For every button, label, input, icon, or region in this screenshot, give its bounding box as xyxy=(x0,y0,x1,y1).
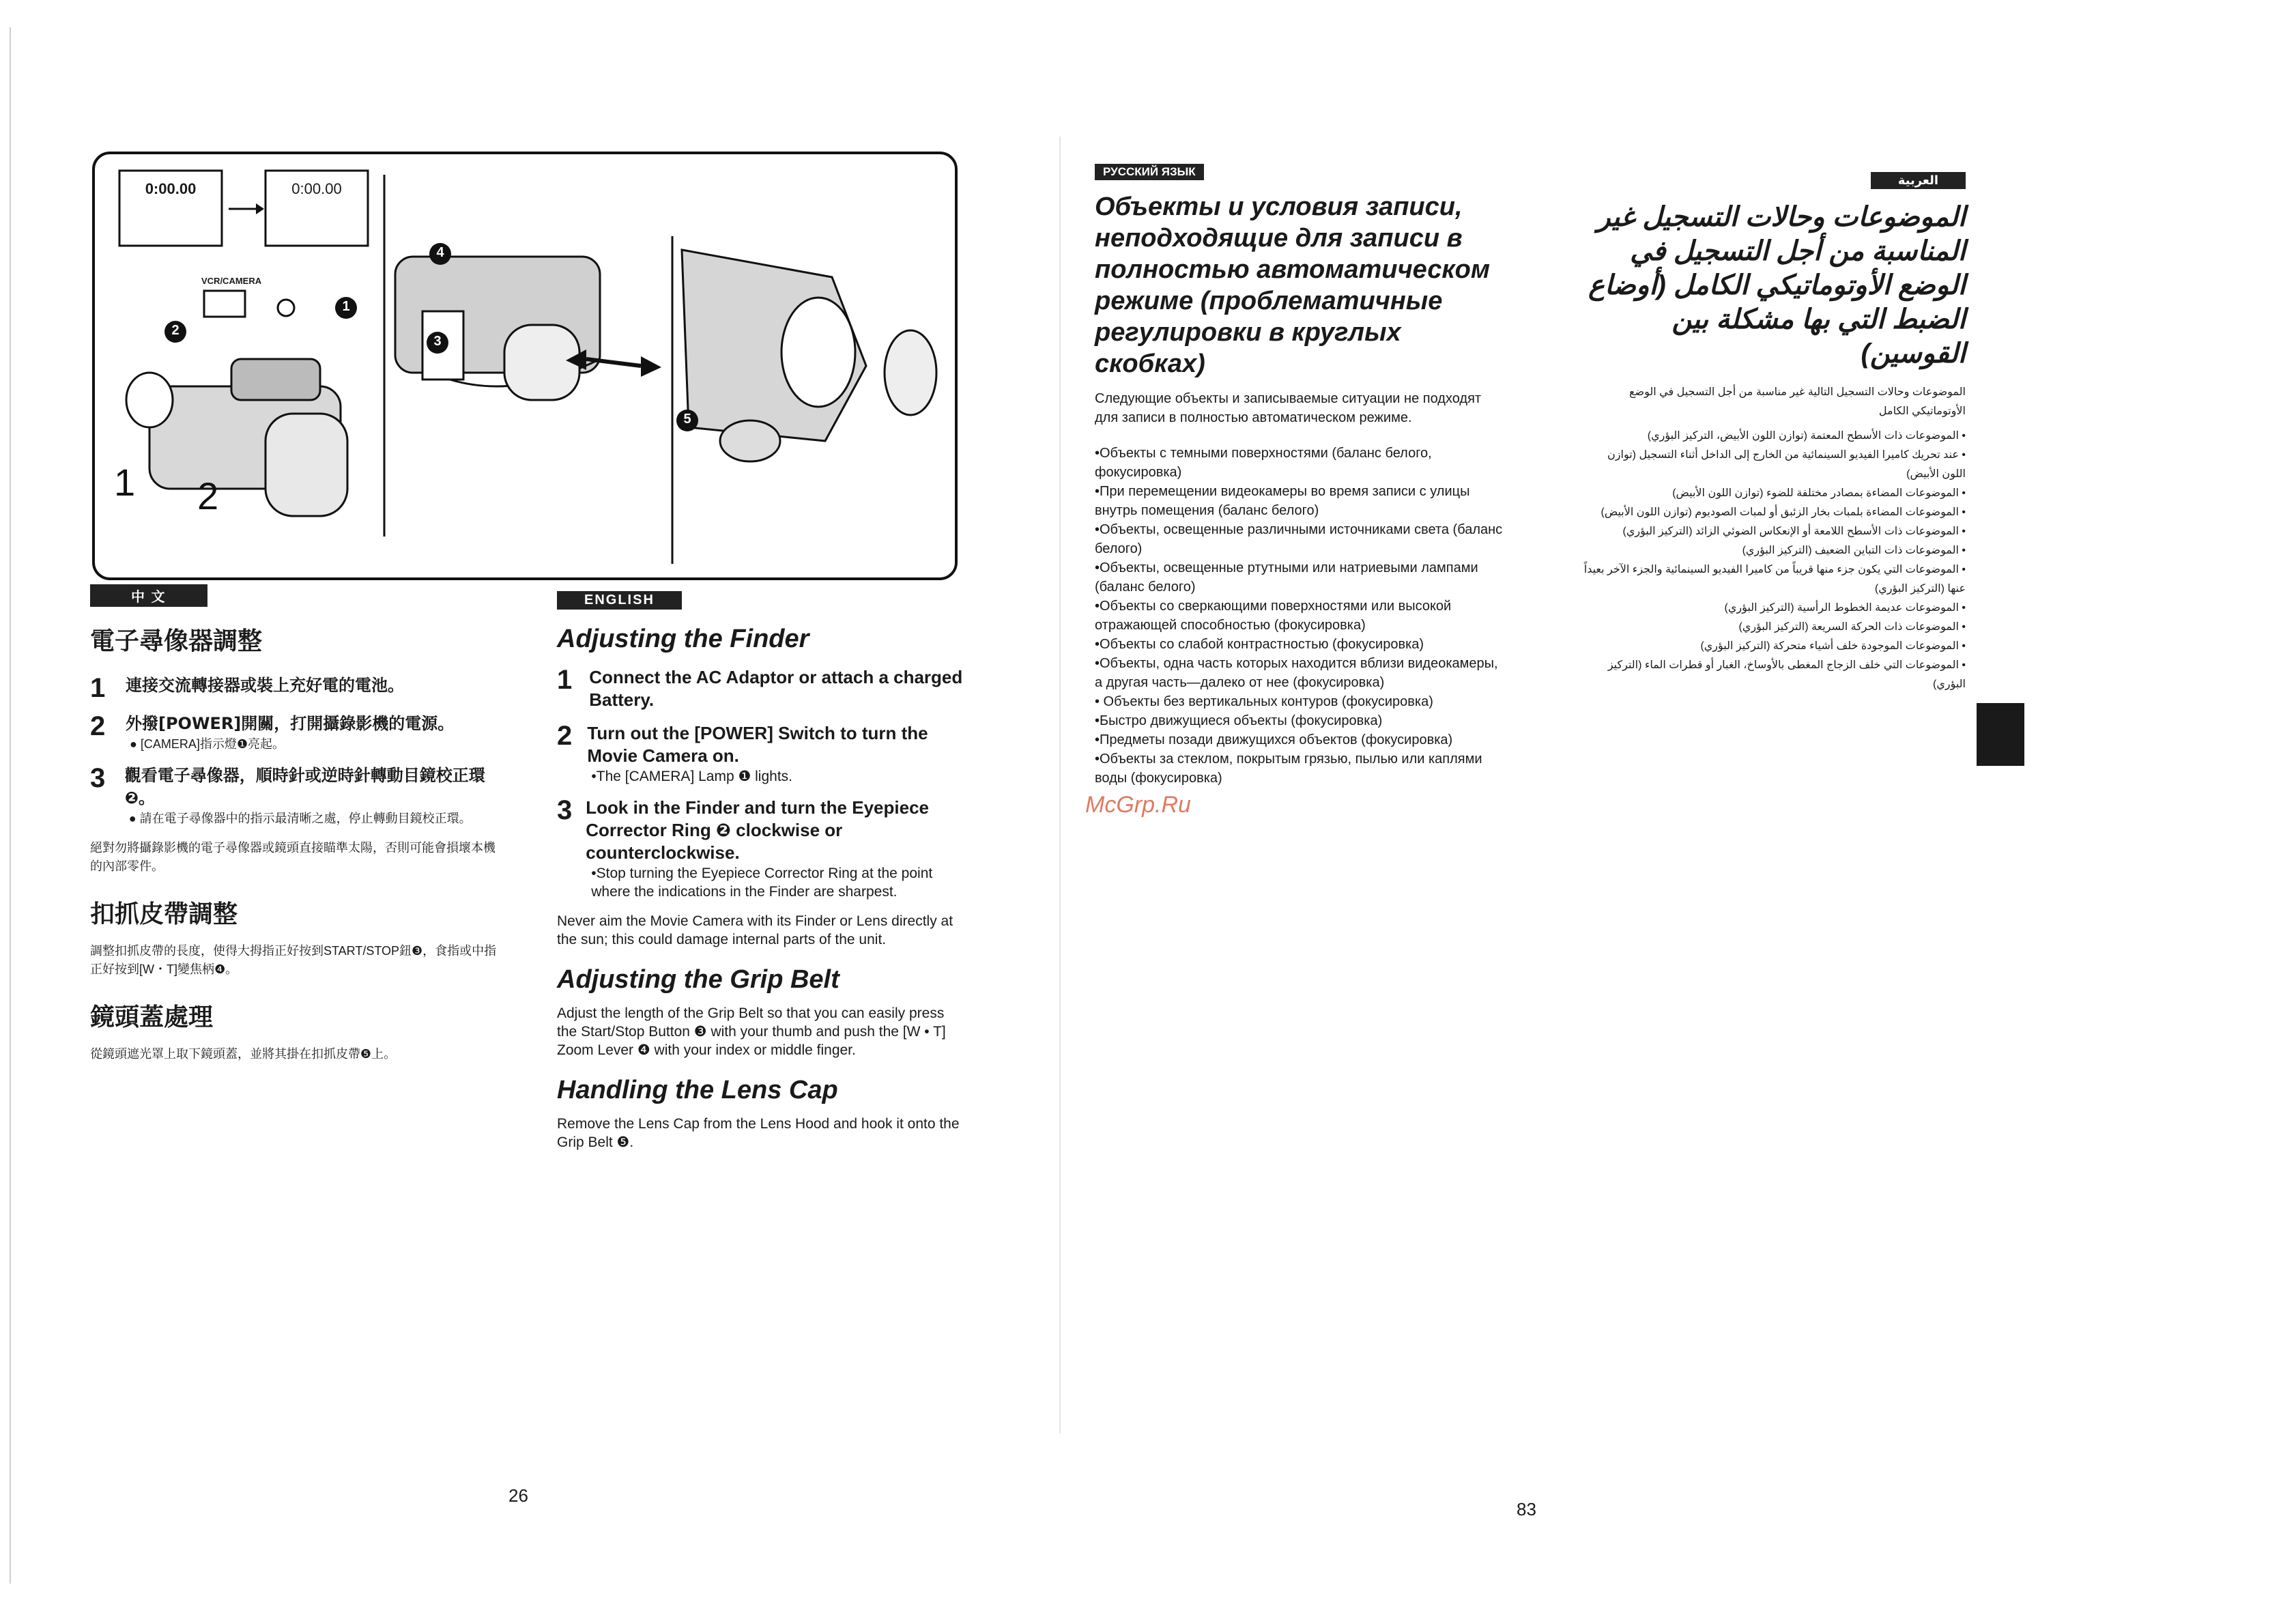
russian-list-item: •Быстро движущиеся объекты (фокусировка) xyxy=(1095,713,1383,728)
watermark: McGrp.Ru xyxy=(1085,792,1191,818)
arabic-column xyxy=(1583,172,1966,694)
russian-list-item: •Объекты за стеклом, покрытым грязью, пылью или каплями воды (фокусировка) xyxy=(1095,752,1482,786)
page-number-left: 26 xyxy=(508,1485,528,1506)
arabic-title: الموضوعات وحالات التسجيل غير المناسبة من أجل التسجيل في الوضع الأوتوماتيكي الكامل (أوضاع الضبط التي بها مشكلة بين القوسين) xyxy=(1588,202,1966,369)
english-heading-finder: Adjusting the Finder xyxy=(557,625,809,653)
chinese-tag: 中 文 xyxy=(90,584,207,607)
illustration-panel xyxy=(92,152,958,580)
russian-list-item: •При перемещении видеокамеры во время записи с улицы внутрь помещения (баланс белого) xyxy=(1095,484,1470,518)
lens-cap-icon xyxy=(682,250,936,461)
russian-intro: Следующие объекты и записываемые ситуации не подходят для записи в полностью автоматическом режиме. xyxy=(1095,391,1482,425)
arabic-list-item: • عند تحريك كاميرا الفيديو السينمائية من الخارج إلى الداخل أثناء التسجيل (توازن اللون الأبيض) xyxy=(1607,449,1966,480)
svg-text:2: 2 xyxy=(197,474,219,517)
chinese-warning: 絕對勿將攝錄影機的電子尋像器或鏡頭直接瞄準太陽，否則可能會損壞本機的內部零件。 xyxy=(90,841,496,873)
arabic-list xyxy=(1583,427,1966,694)
switch-icon xyxy=(204,291,245,317)
callout-3: 3 xyxy=(433,334,442,349)
english-warning: Never aim the Movie Camera with its Finder or Lens directly at the sun; this could damage internal parts of the unit. xyxy=(557,913,953,947)
chinese-grip-text: 調整扣抓皮帶的長度，使得大拇指正好按到START/STOP鈕❸，食指或中指正好按到[W・T]變焦柄❹。 xyxy=(90,944,497,976)
arabic-intro: الموضوعات وحالات التسجيل التالية غير مناسبة من أجل التسجيل في الوضع الأوتوماتيكي الكامل xyxy=(1629,386,1966,417)
english-tag: ENGLISH xyxy=(557,591,682,610)
russian-list-item: • Объекты без вертикальных контуров (фокусировка) xyxy=(1095,694,1433,709)
arabic-list-item: • الموضوعات ذات التباين الضعيف (التركيز البؤري) xyxy=(1742,545,1966,556)
english-heading-grip: Adjusting the Grip Belt xyxy=(557,965,840,994)
arabic-list-item: • الموضوعات الموجودة خلف أشياء متحركة (التركيز البؤري) xyxy=(1700,640,1966,652)
english-grip-text: Adjust the length of the Grip Belt so that you can easily press the Start/Stop Button ❸ with your thumb and push the [W • T] Zoom Lever ❹ with your index or middle finger. xyxy=(557,1005,946,1058)
arabic-tag: العربية xyxy=(1871,172,1966,189)
arabic-list-item: • الموضوعات ذات الحركة السريعة (التركيز البؤري) xyxy=(1738,621,1966,633)
russian-tag: РУССКИЙ ЯЗЫК xyxy=(1095,164,1204,180)
lamp-icon xyxy=(278,300,294,316)
russian-list xyxy=(1095,444,1504,788)
english-step: 1 Connect the AC Adaptor or attach a charged Battery. xyxy=(557,665,963,710)
arabic-list-item: • الموضوعات ذات الأسطح اللامعة أو الإنعكاس الضوئي الزائد (التركيز البؤري) xyxy=(1622,526,1966,537)
russian-list-item: •Объекты с темными поверхностями (баланс белого, фокусировка) xyxy=(1095,446,1432,480)
arabic-list-item: • الموضوعات المضاءة بلمبات بخار الزئبق أو لمبات الصوديوم (توازن اللون الأبيض) xyxy=(1601,506,1966,518)
russian-list-item: •Объекты, одна часть которых находится вблизи видеокамеры, а другая часть—далеко от нее (фокусировка) xyxy=(1095,656,1498,690)
scan-edge-left xyxy=(10,27,11,1584)
english-cap-text: Remove the Lens Cap from the Lens Hood and hook it onto the Grip Belt ❺. xyxy=(557,1116,960,1150)
switch-label: VCR/CAMERA xyxy=(201,276,262,286)
russian-list-item: •Объекты со сверкающими поверхностями или высокой отражающей способностью (фокусировка) xyxy=(1095,599,1452,633)
scan-edge-middle xyxy=(1059,137,1061,1433)
chinese-step: 1 連接交流轉接器或裝上充好電的電池。 xyxy=(90,673,404,703)
chinese-cap-text: 從鏡頭遮光罩上取下鏡頭蓋，並將其掛在扣抓皮帶❺上。 xyxy=(90,1047,397,1061)
chinese-heading-finder: 電子尋像器調整 xyxy=(90,627,263,655)
section-tab-marker xyxy=(1977,703,2024,766)
arabic-list-item: • الموضوعات التي يكون جزء منها قريباً من كاميرا الفيديو السينمائية والجزء الآخر بعيداً عنها (التركيز البؤري) xyxy=(1583,564,1966,595)
arabic-list-item: • الموضوعات عديمة الخطوط الرأسية (التركيز البؤري) xyxy=(1724,602,1966,614)
chinese-step: 3 觀看電子尋像器，順時針或逆時針轉動目鏡校正環❷。 ● 請在電子尋像器中的指示最清晰之處，停止轉動目鏡校正環。 xyxy=(90,763,485,825)
callout-4: 4 xyxy=(436,245,444,260)
chinese-step: 2 外撥[POWER]開關，打開攝錄影機的電源。 ● [CAMERA]指示燈❶亮起。 xyxy=(90,711,455,751)
russian-list-item: •Объекты, освещенные различными источниками света (баланс белого) xyxy=(1095,522,1503,556)
russian-list-item: •Объекты со слабой контрастностью (фокусировка) xyxy=(1095,637,1424,652)
camcorder-illustration xyxy=(95,154,955,577)
arrow-head xyxy=(256,203,264,214)
russian-column xyxy=(1095,164,1504,788)
russian-title: Объекты и условия записи, неподходящие для записи в полностью автоматическом режиме (проблематичные регулировки в круглых скобках) xyxy=(1095,192,1490,378)
counter-left: 0:00.00 xyxy=(145,180,197,197)
arabic-list-item: • الموضوعات التي خلف الزجاج المغطى بالأوساخ، الغبار أو قطرات الماء (التركيز البؤري) xyxy=(1607,659,1966,690)
callout-1: 1 xyxy=(342,299,350,314)
chinese-heading-cap: 鏡頭蓋處理 xyxy=(90,1003,214,1031)
arabic-list-item: • الموضوعات المضاءة بمصادر مختلفة للضوء (توازن اللون الأبيض) xyxy=(1672,487,1966,499)
russian-list-item: •Объекты, освещенные ртутными или натриевыми лампами (баланс белого) xyxy=(1095,560,1478,595)
callout-5: 5 xyxy=(683,412,691,427)
camcorder-icon xyxy=(126,359,347,516)
arabic-list-item: • الموضوعات ذات الأسطح المعتمة (توازن اللون الأبيض، التركيز البؤري) xyxy=(1647,430,1966,442)
english-column xyxy=(557,591,966,1152)
english-step: 3 Look in the Finder and turn the Eyepiece Corrector Ring ❷ clockwise or counterclockwise. •Stop turning the Eyepiece Corrector Ring at the point where the indications in the Finder are sharpest. xyxy=(557,795,933,900)
english-step: 2 Turn out the [POWER] Switch to turn the Movie Camera on. •The [CAMERA] Lamp ❶ lights. xyxy=(557,721,928,784)
chinese-column xyxy=(90,584,500,1063)
chinese-heading-grip: 扣抓皮帶調整 xyxy=(90,900,238,928)
finder-icon xyxy=(395,257,600,400)
callout-2: 2 xyxy=(171,323,180,338)
russian-list-item: •Предметы позади движущихся объектов (фокусировка) xyxy=(1095,732,1453,747)
page-number-right: 83 xyxy=(1517,1499,1536,1519)
english-heading-cap: Handling the Lens Cap xyxy=(557,1076,838,1104)
svg-text:1: 1 xyxy=(114,461,136,504)
counter-right: 0:00.00 xyxy=(291,180,342,197)
